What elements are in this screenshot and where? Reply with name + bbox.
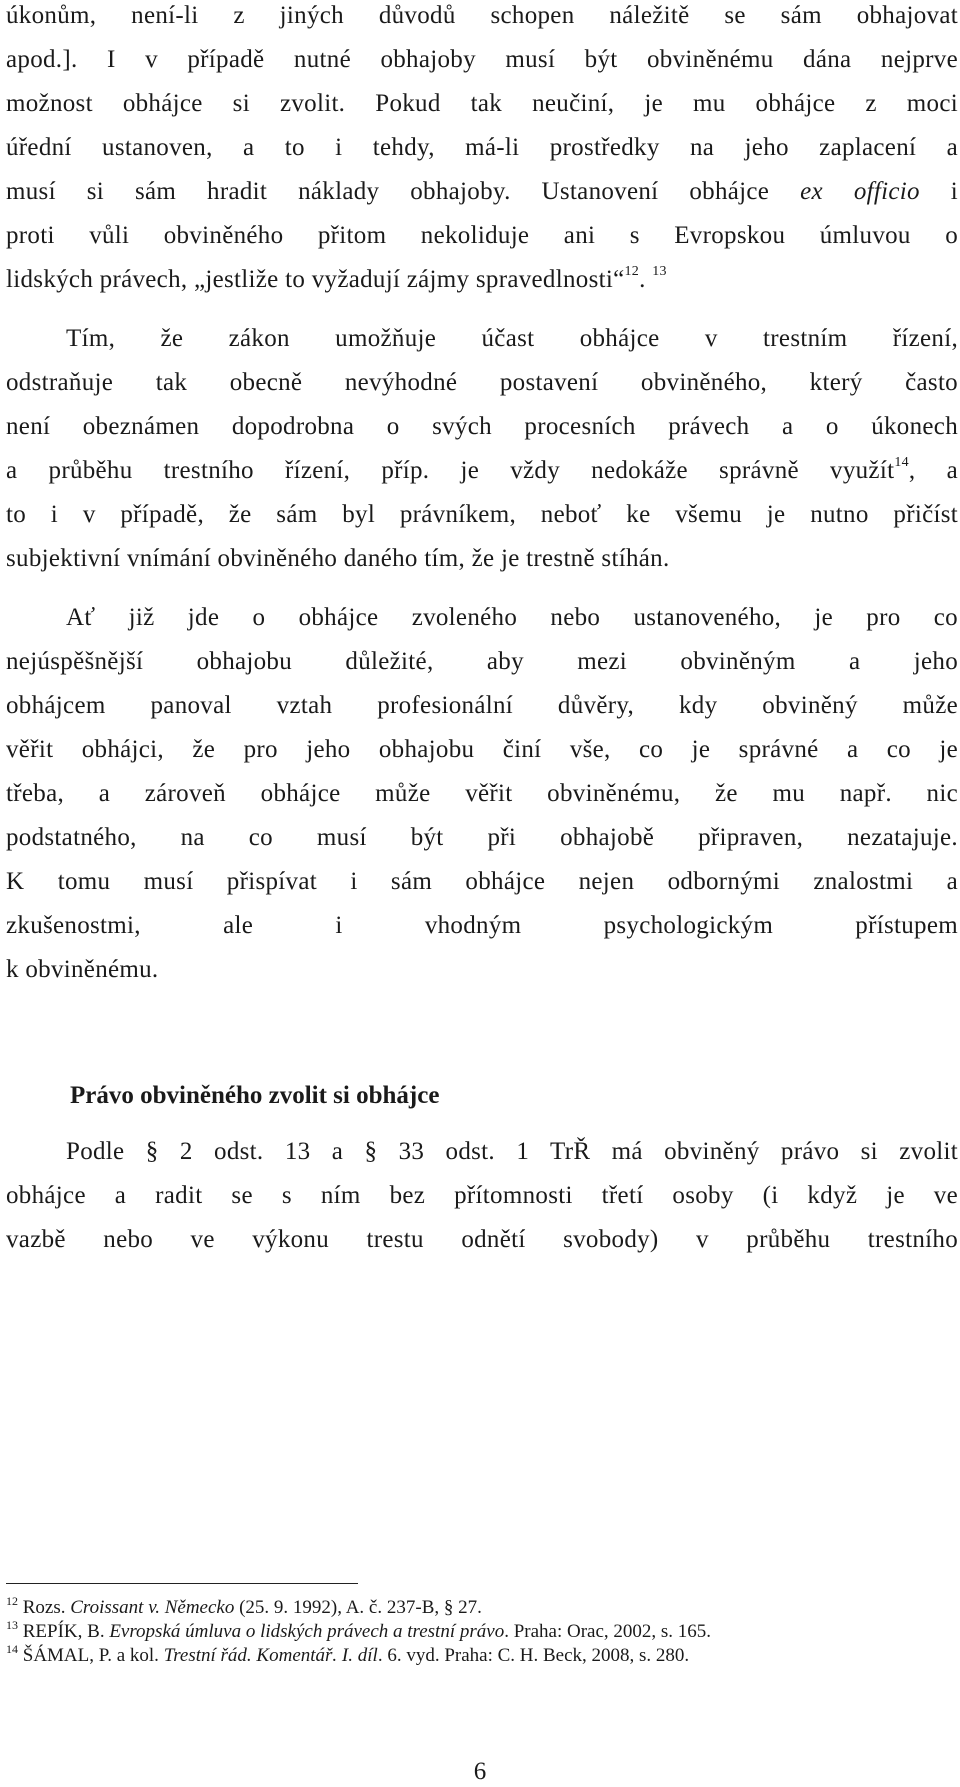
paragraph-line: nejúspěšnější obhajobu důležité, aby mezi obviněným a jeho (6, 648, 958, 675)
paragraph-line: proti vůli obviněného přitom nekoliduje ani s Evropskou úmluvou o (6, 222, 958, 249)
paragraph-line: není obeznámen dopodrobna o svých procesních právech a o úkonech (6, 413, 958, 440)
paragraph-line: apod.]. I v případě nutné obhajoby musí být obviněnému dána nejprve (6, 46, 958, 73)
paragraph-line: úřední ustanoven, a to i tehdy, má-li prostředky na jeho zaplacení a (6, 134, 958, 161)
italic-title: Trestní řád. Komentář. I. díl (163, 1645, 378, 1666)
footnote (6, 1644, 689, 1668)
text-run: ŠÁMAL, P. a kol. (22, 1645, 164, 1666)
text-run: . Praha: Orac, 2002, s. 165. (504, 1621, 712, 1642)
text-run: i (919, 178, 959, 205)
paragraph-line: Ať již jde o obhájce zvoleného nebo ustanoveného, je pro co (66, 604, 958, 631)
paragraph-line: obhájce a radit se s ním bez přítomnosti třetí osoby (i když je ve (6, 1182, 958, 1209)
page-number: 6 (473, 1758, 487, 1785)
italic-term: ex officio (800, 178, 920, 205)
paragraph-line: obhájcem panoval vztah profesionální důvěry, kdy obviněný může (6, 692, 958, 719)
footnote-ref[interactable]: 12 (624, 264, 640, 279)
text-run: a průběhu trestního řízení, příp. je vždy nedokáže správně využít (6, 457, 895, 484)
text-run: lidských právech, „jestliže to vyžadují zájmy spravedlnosti“ (6, 266, 625, 293)
text-run: . 6. vyd. Praha: C. H. Beck, 2008, s. 280. (377, 1645, 690, 1666)
paragraph-line: K tomu musí přispívat i sám obhájce nejen odbornými znalostmi a (6, 868, 958, 895)
footnote-number: 14 (6, 1642, 18, 1656)
text-run: , a (908, 457, 958, 484)
footnote-ref[interactable]: 13 (652, 264, 667, 279)
text-run: musí si sám hradit náklady obhajoby. Ustanovení obhájce (6, 178, 801, 205)
paragraph-line (6, 455, 958, 487)
paragraph-line: Tím, že zákon umožňuje účast obhájce v trestním řízení, (66, 325, 958, 352)
paragraph-line: zkušenostmi, ale i vhodným psychologickým přístupem (6, 912, 958, 939)
footnote-number: 12 (6, 1594, 18, 1608)
text-run: REPÍK, B. (22, 1621, 110, 1642)
paragraph-line (6, 264, 958, 296)
footnote-separator (6, 1583, 358, 1584)
section-heading: Právo obviněného zvolit si obhájce (70, 1082, 440, 1109)
paragraph-line: možnost obhájce si zvolit. Pokud tak neučiní, je mu obhájce z moci (6, 90, 958, 117)
text-run: Rozs. (22, 1597, 71, 1618)
paragraph-line: úkonům, není-li z jiných důvodů schopen náležitě se sám obhajovat (6, 2, 958, 29)
paragraph-line (6, 176, 958, 208)
paragraph-line: odstraňuje tak obecně nevýhodné postavení obviněného, který často (6, 369, 958, 396)
italic-title: Evropská úmluva o lidských právech a trestní právo (109, 1621, 505, 1642)
paragraph-line: vazbě nebo ve výkonu trestu odnětí svobody) v průběhu trestního (6, 1226, 958, 1253)
text-run: . (639, 266, 646, 293)
paragraph-line: to i v případě, že sám byl právníkem, neboť ke všemu je nutno přičíst (6, 501, 958, 528)
paragraph-line: subjektivní vnímání obviněného daného tím, že je trestně stíhán. (6, 545, 670, 572)
footnote (6, 1596, 482, 1620)
italic-title: Croissant v. Německo (70, 1597, 235, 1618)
footnote-ref[interactable]: 14 (894, 455, 909, 470)
footnote (6, 1620, 711, 1644)
paragraph-line: k obviněnému. (6, 956, 159, 983)
text-run: (25. 9. 1992), A. č. 237-B, § 27. (234, 1597, 482, 1618)
paragraph-line: třeba, a zároveň obhájce může věřit obviněnému, že mu např. nic (6, 780, 958, 807)
footnote-number: 13 (6, 1618, 18, 1632)
paragraph-line: Podle § 2 odst. 13 a § 33 odst. 1 TrŘ má obviněný právo si zvolit (66, 1138, 958, 1165)
paragraph-line: podstatného, na co musí být při obhajobě připraven, nezatajuje. (6, 824, 958, 851)
paragraph-line: věřit obhájci, že pro jeho obhajobu činí vše, co je správné a co je (6, 736, 958, 763)
